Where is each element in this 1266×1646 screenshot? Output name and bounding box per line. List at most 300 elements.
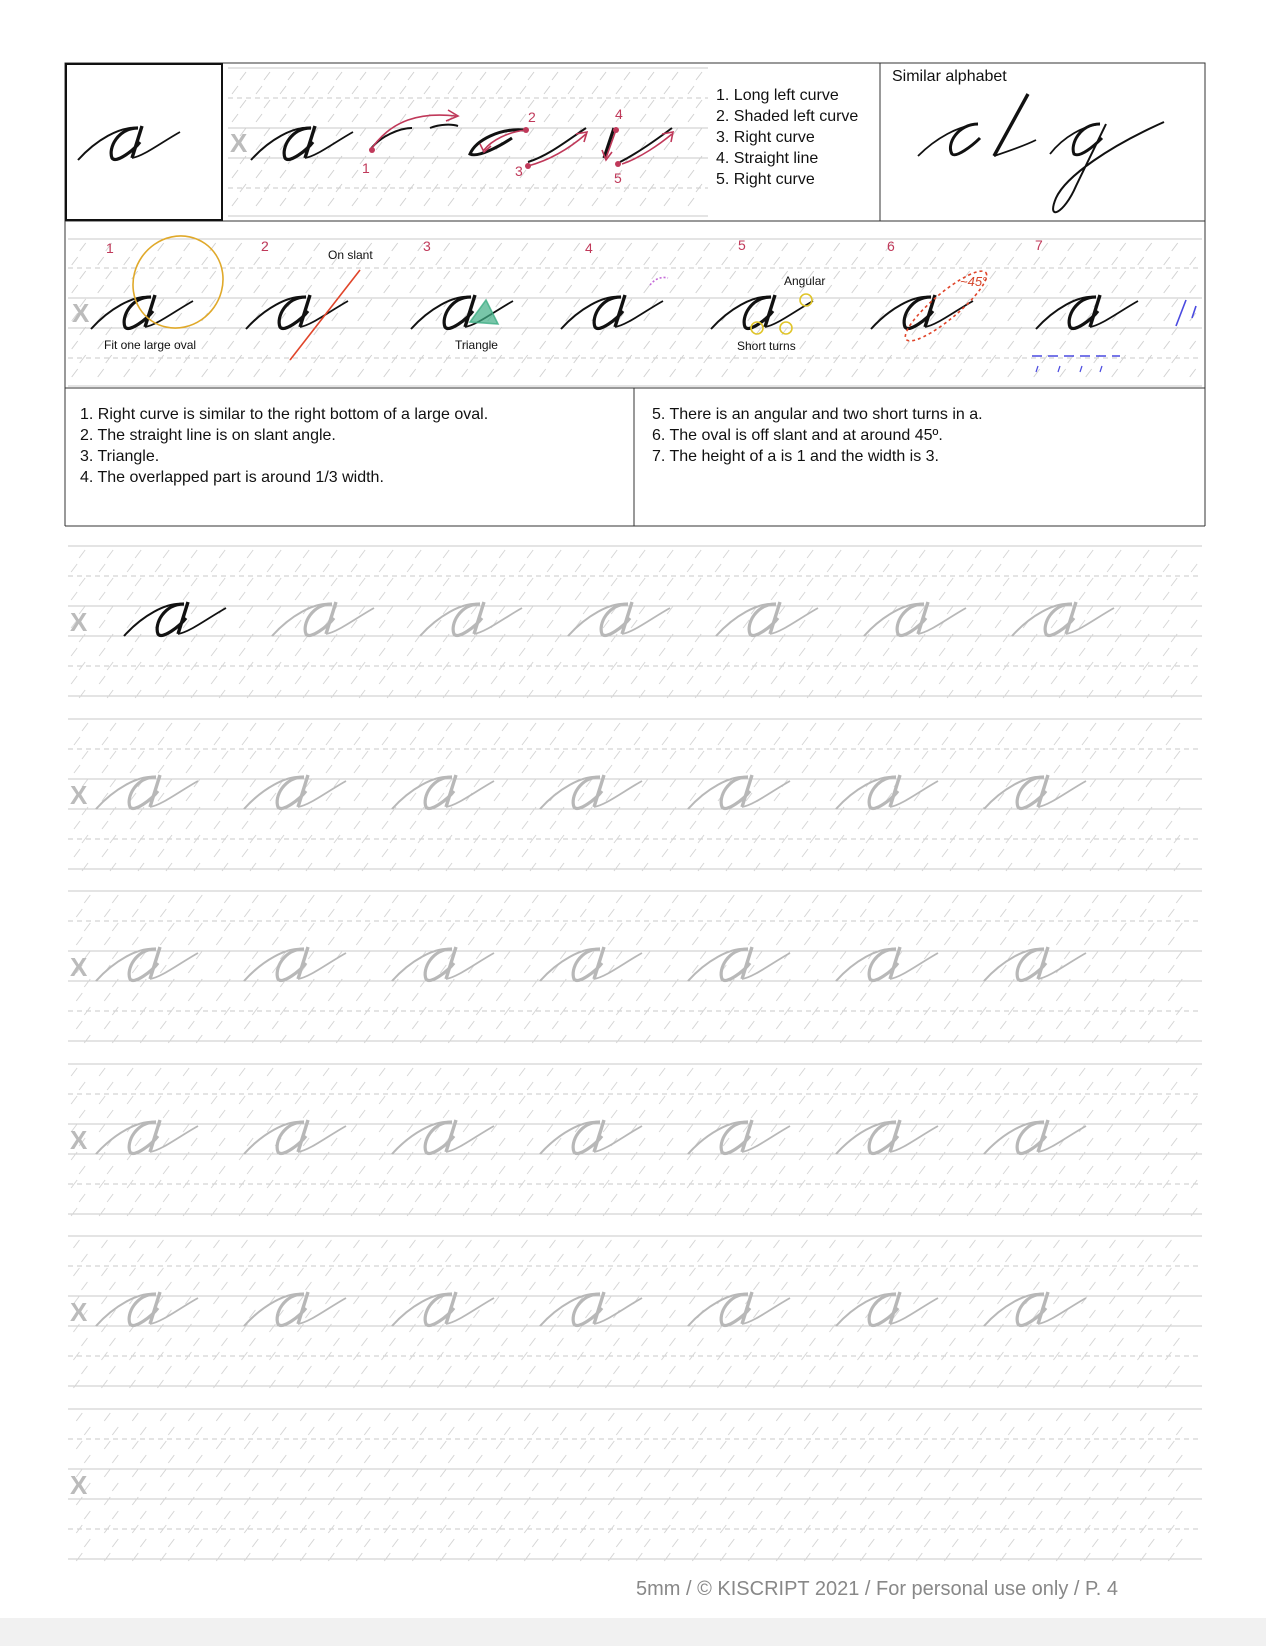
slant-guide xyxy=(664,142,670,150)
slant-guide xyxy=(644,1539,650,1547)
slant-guide xyxy=(829,1268,835,1276)
slant-guide xyxy=(566,257,572,265)
slant-guide xyxy=(726,723,732,731)
slant-guide xyxy=(392,1427,398,1435)
slant-guide xyxy=(784,1511,790,1519)
slant-guide xyxy=(463,1068,469,1076)
slant-guide xyxy=(687,1208,693,1216)
slant-guide xyxy=(1118,751,1124,759)
slant-guide xyxy=(252,1455,258,1463)
slant-guide xyxy=(306,751,312,759)
slant-guide xyxy=(868,1427,874,1435)
slant-guide xyxy=(112,1483,118,1491)
slant-guide xyxy=(835,1166,841,1174)
slant-guide xyxy=(891,1082,897,1090)
slant-guide xyxy=(496,198,502,206)
slant-guide xyxy=(557,1366,563,1374)
slant-guide xyxy=(176,369,182,377)
slant-guide xyxy=(303,578,309,586)
slant-guide xyxy=(756,1539,762,1547)
slant-guide xyxy=(913,1380,919,1388)
slant-guide xyxy=(150,285,156,293)
slant-guide xyxy=(443,1110,449,1118)
slant-guide xyxy=(435,676,441,684)
slant-guide xyxy=(446,863,452,871)
slant-guide xyxy=(967,648,973,656)
slant-guide xyxy=(964,243,970,251)
slant-guide xyxy=(99,1096,105,1104)
slant-guide xyxy=(585,1338,591,1346)
slant-guide xyxy=(911,1124,917,1132)
slant-guide xyxy=(924,1483,930,1491)
slant-guide xyxy=(250,863,256,871)
slant-guide xyxy=(132,937,138,945)
slant-guide xyxy=(540,341,546,349)
slant-guide xyxy=(1005,1310,1011,1318)
slant-guide xyxy=(504,1511,510,1519)
slant-guide xyxy=(323,1208,329,1216)
slant-guide xyxy=(124,285,130,293)
slant-guide xyxy=(280,895,286,903)
slant-guide xyxy=(550,821,556,829)
slant-guide xyxy=(807,1082,813,1090)
slant-guide xyxy=(967,1152,973,1160)
slant-guide xyxy=(636,1553,642,1561)
slant-guide xyxy=(314,243,320,251)
slant-guide xyxy=(634,821,640,829)
slant-guide xyxy=(866,863,872,871)
slant-guide xyxy=(163,1194,169,1202)
slant-guide xyxy=(185,1240,191,1248)
slant-guide xyxy=(720,1413,726,1421)
slant-guide xyxy=(168,1483,174,1491)
slant-guide xyxy=(575,592,581,600)
slant-guide xyxy=(436,257,442,265)
slant-guide xyxy=(829,1240,835,1248)
slant-guide xyxy=(728,923,734,931)
slant-guide xyxy=(807,1194,813,1202)
slant-guide xyxy=(756,1427,762,1435)
slant-guide xyxy=(1051,1124,1057,1132)
slant-guide xyxy=(323,564,329,572)
slant-guide xyxy=(275,1166,281,1174)
slant-guide xyxy=(463,564,469,572)
slant-guide xyxy=(626,271,632,279)
slant-guide xyxy=(254,257,260,265)
slant-guide xyxy=(555,578,561,586)
slant-guide xyxy=(1176,1455,1182,1463)
slant-guide xyxy=(494,793,500,801)
slant-guide xyxy=(407,1124,413,1132)
slant-guide xyxy=(1034,751,1040,759)
slant-guide xyxy=(980,1427,986,1435)
slant-guide xyxy=(698,751,704,759)
slant-guide xyxy=(295,592,301,600)
slant-guide xyxy=(548,355,554,363)
slant-guide xyxy=(168,1511,174,1519)
slant-guide xyxy=(832,937,838,945)
slant-guide xyxy=(756,979,762,987)
slant-guide xyxy=(336,72,342,80)
slant-guide xyxy=(944,993,950,1001)
slant-guide xyxy=(566,369,572,377)
slant-guide xyxy=(410,821,416,829)
slant-guide xyxy=(364,1483,370,1491)
slant-guide xyxy=(832,1469,838,1477)
slant-guide xyxy=(652,243,658,251)
slant-guide xyxy=(334,863,340,871)
slant-guide xyxy=(1171,690,1177,698)
slant-guide xyxy=(540,285,546,293)
slant-guide xyxy=(216,965,222,973)
slant-guide xyxy=(838,723,844,731)
slant-guide xyxy=(325,1268,331,1276)
slant-guide xyxy=(1146,723,1152,731)
slant-guide xyxy=(688,170,694,178)
slant-guide xyxy=(547,1152,553,1160)
slant-guide xyxy=(418,299,424,307)
slant-guide xyxy=(340,355,346,363)
slant-guide xyxy=(532,1511,538,1519)
slant-guide xyxy=(743,648,749,656)
slant-guide xyxy=(132,1413,138,1421)
slant-guide xyxy=(358,313,364,321)
slant-guide xyxy=(600,271,606,279)
slant-guide xyxy=(894,723,900,731)
slant-guide xyxy=(830,765,836,773)
slant-guide xyxy=(696,257,702,265)
slant-guide xyxy=(975,634,981,642)
slant-guide xyxy=(611,1166,617,1174)
slant-guide xyxy=(700,923,706,931)
slant-guide xyxy=(860,243,866,251)
slant-guide xyxy=(857,1268,863,1276)
slant-guide xyxy=(112,951,118,959)
slant-guide xyxy=(1036,1511,1042,1519)
slant-guide xyxy=(360,72,366,80)
slant-guide xyxy=(692,1469,698,1477)
slant-guide xyxy=(1023,676,1029,684)
slant-guide xyxy=(829,1324,835,1332)
slant-guide xyxy=(832,1497,838,1505)
slant-guide xyxy=(84,1427,90,1435)
slant-guide xyxy=(1120,1427,1126,1435)
slant-guide xyxy=(860,299,866,307)
slant-guide xyxy=(336,1455,342,1463)
slant-guide xyxy=(112,1455,118,1463)
slant-guide xyxy=(626,355,632,363)
slant-guide xyxy=(722,341,728,349)
slant-guide xyxy=(834,271,840,279)
slant-guide xyxy=(924,979,930,987)
slant-guide xyxy=(888,1021,894,1029)
slant-guide xyxy=(244,937,250,945)
slant-guide xyxy=(280,1483,286,1491)
slant-guide xyxy=(832,1553,838,1561)
slant-guide xyxy=(774,821,780,829)
slant-guide xyxy=(1082,821,1088,829)
slant-guide xyxy=(866,723,872,731)
slant-guide xyxy=(407,1068,413,1076)
slant-guide xyxy=(863,1166,869,1174)
slant-guide xyxy=(751,1082,757,1090)
slant-guide xyxy=(359,578,365,586)
slant-guide xyxy=(754,807,760,815)
slant-guide xyxy=(1031,1082,1037,1090)
slant-guide xyxy=(211,1152,217,1160)
slant-guide xyxy=(624,100,630,108)
slant-guide xyxy=(1135,564,1141,572)
slant-guide xyxy=(1140,1497,1146,1505)
slant-guide xyxy=(392,1511,398,1519)
slant-guide xyxy=(1092,1483,1098,1491)
slant-guide xyxy=(888,1553,894,1561)
slant-guide xyxy=(522,355,528,363)
slant-guide xyxy=(79,1166,85,1174)
diagram-guides xyxy=(68,239,1202,386)
slant-guide xyxy=(247,1082,253,1090)
slant-guide xyxy=(241,1268,247,1276)
slant-guide xyxy=(244,965,250,973)
slant-guide xyxy=(104,1469,110,1477)
slant-guide xyxy=(107,1082,113,1090)
slant-guide xyxy=(670,779,676,787)
slant-guide xyxy=(270,765,276,773)
slant-guide xyxy=(624,128,630,136)
slant-guide xyxy=(219,634,225,642)
slant-guide xyxy=(1082,737,1088,745)
slant-guide xyxy=(443,1082,449,1090)
stroke-steps-list xyxy=(716,85,858,190)
slant-guide xyxy=(919,690,925,698)
slant-guide xyxy=(888,993,894,1001)
sample-letter-a xyxy=(78,126,180,160)
slant-guide xyxy=(692,993,698,1001)
slant-guide xyxy=(473,1254,479,1262)
slant-guide xyxy=(1008,341,1014,349)
slant-guide xyxy=(191,550,197,558)
slant-guide xyxy=(408,100,414,108)
slant-guide xyxy=(420,1511,426,1519)
slant-guide xyxy=(548,271,554,279)
slant-guide xyxy=(532,1455,538,1463)
slant-guide xyxy=(252,1483,258,1491)
slant-guide xyxy=(1135,1152,1141,1160)
slant-guide xyxy=(558,779,564,787)
slant-guide xyxy=(1023,1096,1029,1104)
slant-guide xyxy=(240,100,246,108)
slant-guide xyxy=(1008,257,1014,265)
slant-guide xyxy=(446,723,452,731)
slant-guide xyxy=(1171,1138,1177,1146)
slant-guide xyxy=(1089,1310,1095,1318)
trace-letter-a xyxy=(244,947,346,981)
slant-guide xyxy=(574,299,580,307)
slant-guide xyxy=(1191,648,1197,656)
slant-guide xyxy=(1064,923,1070,931)
slant-guide xyxy=(544,198,550,206)
slant-guide xyxy=(297,1296,303,1304)
slant-guide xyxy=(799,592,805,600)
slant-guide xyxy=(997,1380,1003,1388)
slant-guide xyxy=(522,271,528,279)
slant-guide xyxy=(1036,1455,1042,1463)
slant-guide xyxy=(351,1208,357,1216)
slant-guide xyxy=(911,1068,917,1076)
slant-guide xyxy=(544,170,550,178)
slant-guide xyxy=(351,1068,357,1076)
slant-guide xyxy=(303,1110,309,1118)
slant-guide xyxy=(969,1380,975,1388)
slant-guide xyxy=(1146,779,1152,787)
slant-guide xyxy=(504,923,510,931)
slant-guide xyxy=(924,1455,930,1463)
slant-guide xyxy=(499,1110,505,1118)
slant-guide xyxy=(664,114,670,122)
slant-guide xyxy=(1053,1380,1059,1388)
slant-guide xyxy=(99,648,105,656)
slant-guide xyxy=(328,1413,334,1421)
slant-guide xyxy=(211,564,217,572)
slant-guide xyxy=(700,979,706,987)
slant-guide xyxy=(418,751,424,759)
slant-guide xyxy=(471,578,477,586)
slant-guide xyxy=(883,592,889,600)
slant-guide xyxy=(254,369,260,377)
slant-guide xyxy=(1115,550,1121,558)
x-height-mark: X xyxy=(72,298,90,328)
slant-guide xyxy=(967,620,973,628)
slant-guide xyxy=(924,1511,930,1519)
slant-guide xyxy=(730,243,736,251)
slant-guide xyxy=(878,285,884,293)
slant-guide xyxy=(865,1338,871,1346)
slant-guide xyxy=(583,1110,589,1118)
slant-guide xyxy=(280,1511,286,1519)
slant-guide xyxy=(868,1511,874,1519)
slant-guide xyxy=(410,285,416,293)
slant-guide xyxy=(995,1068,1001,1076)
slant-guide xyxy=(641,1338,647,1346)
slant-guide xyxy=(408,72,414,80)
slant-guide xyxy=(557,1254,563,1262)
slant-guide xyxy=(1190,369,1196,377)
slant-guide xyxy=(379,676,385,684)
slant-guide xyxy=(463,1124,469,1132)
slant-guide xyxy=(1086,285,1092,293)
slant-guide xyxy=(137,1310,143,1318)
slant-guide xyxy=(1109,1268,1115,1276)
slant-guide xyxy=(975,1166,981,1174)
slant-guide xyxy=(306,807,312,815)
slant-guide xyxy=(583,578,589,586)
slant-guide xyxy=(524,1469,530,1477)
slant-guide xyxy=(865,1366,871,1374)
slant-guide xyxy=(578,793,584,801)
slant-guide xyxy=(415,606,421,614)
slant-guide xyxy=(916,909,922,917)
slant-guide xyxy=(417,1310,423,1318)
slant-guide xyxy=(76,1441,82,1449)
slant-guide xyxy=(600,243,606,251)
slant-guide xyxy=(352,114,358,122)
slant-guide xyxy=(437,1324,443,1332)
slant-guide xyxy=(967,1124,973,1132)
slant-guide xyxy=(605,1268,611,1276)
slant-guide xyxy=(325,1296,331,1304)
slant-guide xyxy=(1143,690,1149,698)
slant-guide xyxy=(191,1138,197,1146)
slant-guide xyxy=(331,578,337,586)
slant-guide xyxy=(463,1096,469,1104)
similar-letter-d xyxy=(1030,180,1031,181)
slant-guide xyxy=(972,993,978,1001)
slant-guide xyxy=(826,313,832,321)
slant-guide xyxy=(664,937,670,945)
slant-guide xyxy=(939,648,945,656)
slant-guide xyxy=(332,285,338,293)
slant-guide xyxy=(616,198,622,206)
slant-guide xyxy=(71,1096,77,1104)
slant-guide xyxy=(580,1021,586,1029)
slant-guide xyxy=(886,271,892,279)
slant-guide xyxy=(272,1469,278,1477)
slant-guide xyxy=(723,690,729,698)
slant-guide xyxy=(633,1240,639,1248)
slant-guide xyxy=(476,1035,482,1043)
slant-guide xyxy=(852,257,858,265)
slant-guide xyxy=(640,170,646,178)
slant-guide xyxy=(743,1152,749,1160)
slant-guide xyxy=(400,170,406,178)
slant-guide xyxy=(636,1441,642,1449)
slant-guide xyxy=(1051,1152,1057,1160)
slant-guide xyxy=(700,895,706,903)
slant-guide xyxy=(652,271,658,279)
slant-guide xyxy=(314,355,320,363)
slant-guide xyxy=(919,1082,925,1090)
slant-guide xyxy=(695,1082,701,1090)
slant-guide xyxy=(618,369,624,377)
slant-guide xyxy=(592,341,598,349)
slant-guide xyxy=(499,550,505,558)
slant-guide xyxy=(947,1194,953,1202)
slant-guide xyxy=(488,285,494,293)
slant-guide xyxy=(379,1152,385,1160)
practice-area xyxy=(68,546,1202,1561)
slant-guide xyxy=(916,1413,922,1421)
slant-guide xyxy=(275,550,281,558)
slant-guide xyxy=(415,690,421,698)
slant-guide xyxy=(748,1553,754,1561)
slant-guide xyxy=(548,243,554,251)
slant-guide xyxy=(1120,951,1126,959)
slant-guide xyxy=(491,1068,497,1076)
slant-guide xyxy=(944,1497,950,1505)
note-item: 5. There is an angular and two short turns in a. xyxy=(652,406,983,423)
slant-guide xyxy=(1117,1366,1123,1374)
slant-guide xyxy=(1112,341,1118,349)
slant-guide xyxy=(600,355,606,363)
slant-guide xyxy=(1112,1553,1118,1561)
slant-guide xyxy=(1000,1413,1006,1421)
slant-guide xyxy=(644,1035,650,1043)
slant-guide xyxy=(362,751,368,759)
slant-guide xyxy=(888,909,894,917)
slant-guide xyxy=(687,1124,693,1132)
slant-guide xyxy=(904,369,910,377)
slant-guide xyxy=(782,807,788,815)
